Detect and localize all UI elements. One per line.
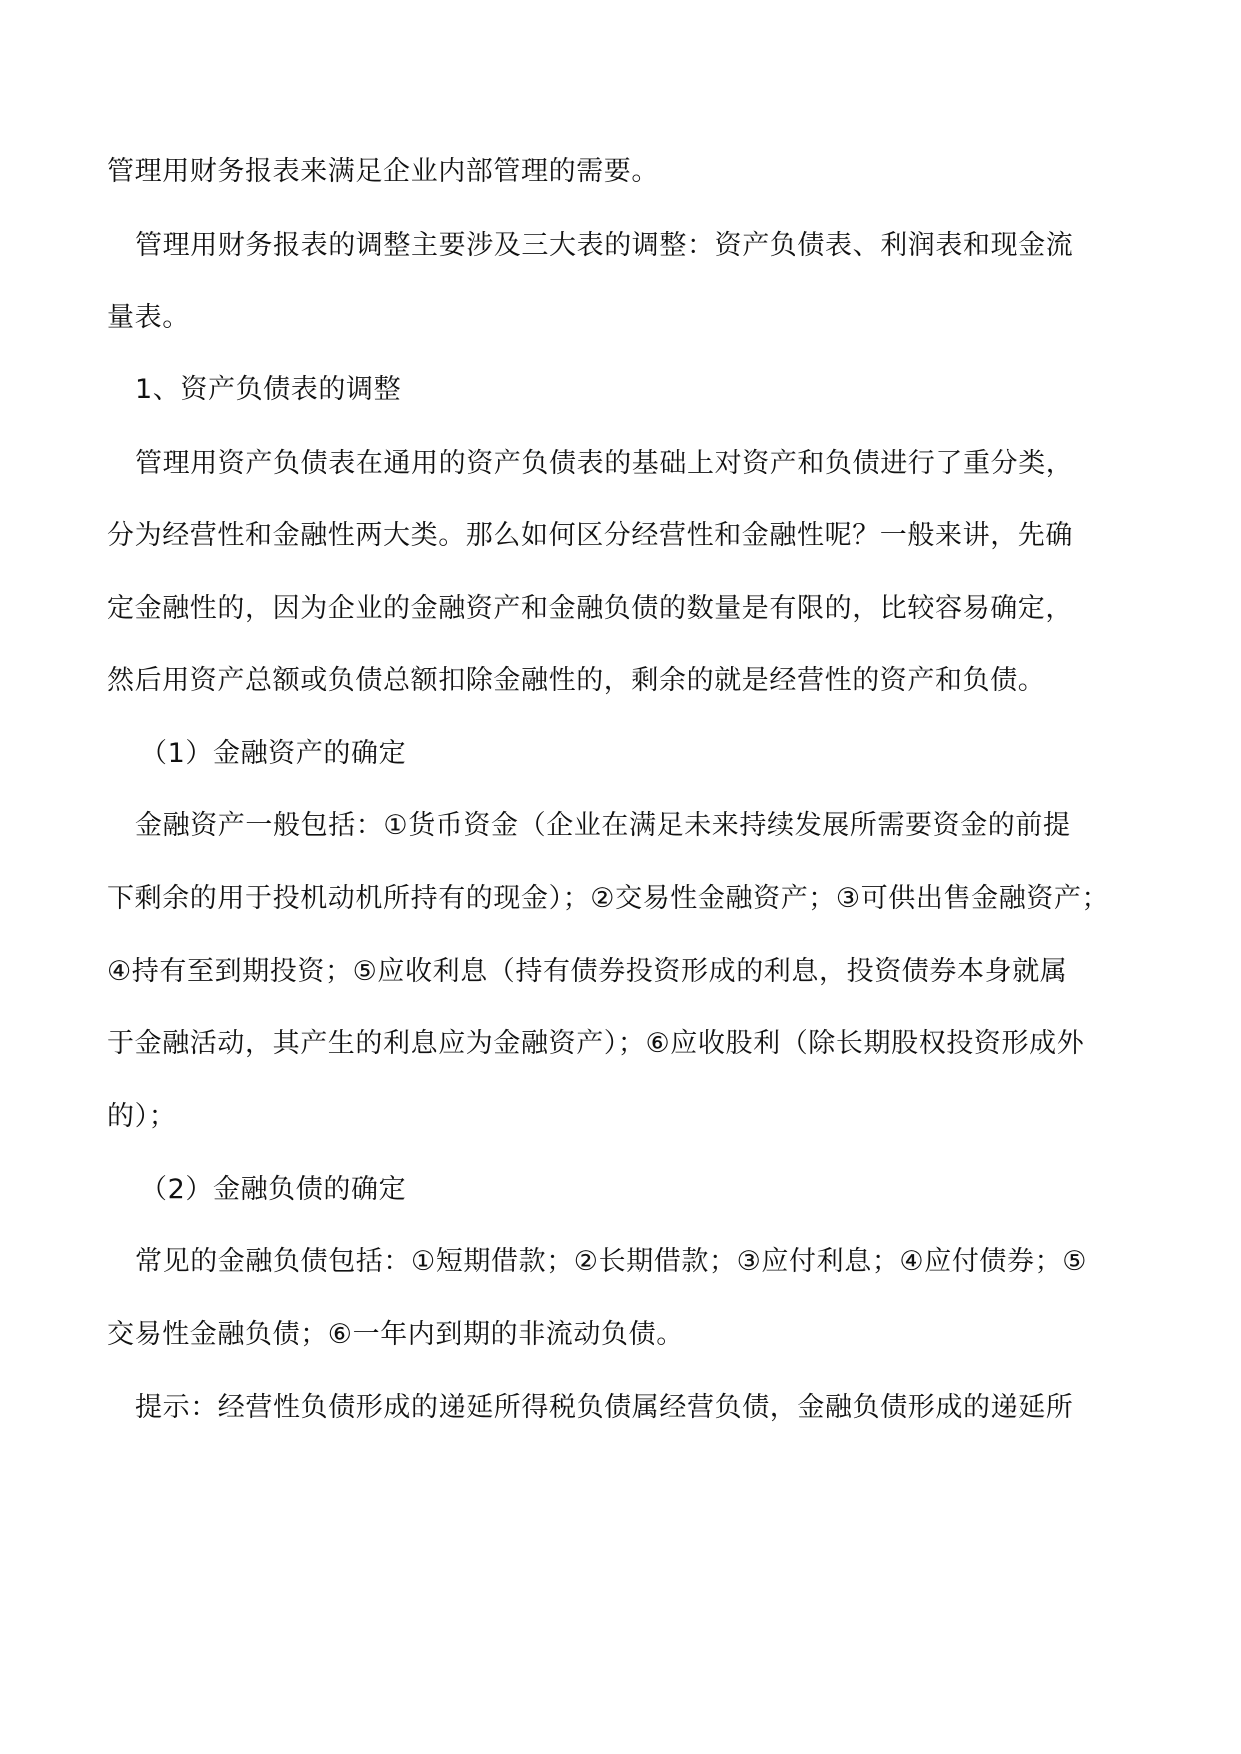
- paragraph-line: 常见的金融负债包括：①短期借款；②长期借款；③应付利息；④应付债券；⑤: [135, 1246, 1088, 1277]
- paragraph-line: 量表。: [107, 302, 190, 333]
- paragraph-line: 管理用财务报表来满足企业内部管理的需要。: [107, 156, 659, 187]
- paragraph-line: 交易性金融负债；⑥一年内到期的非流动负债。: [107, 1319, 684, 1350]
- paragraph-line: 分为经营性和金融性两大类。那么如何区分经营性和金融性呢？一般来讲，先确: [107, 520, 1073, 551]
- paragraph-line: 管理用资产负债表在通用的资产负债表的基础上对资产和负债进行了重分类，: [135, 448, 1074, 479]
- paragraph-line: 管理用财务报表的调整主要涉及三大表的调整：资产负债表、利润表和现金流: [135, 230, 1074, 261]
- paragraph-line: 金融资产一般包括：①货币资金（企业在满足未来持续发展所需要资金的前提: [135, 810, 1071, 841]
- paragraph-line: 于金融活动，其产生的利息应为金融资产）；⑥应收股利（除长期股权投资形成外: [107, 1028, 1085, 1059]
- paragraph-line: 下剩余的用于投机动机所持有的现金）；②交易性金融资产；③可供出售金融资产；: [107, 883, 1110, 914]
- paragraph-line: 定金融性的，因为企业的金融资产和金融负债的数量是有限的，比较容易确定，: [107, 593, 1073, 624]
- paragraph-line: ④持有至到期投资；⑤应收利息（持有债券投资形成的利息，投资债券本身就属: [107, 956, 1068, 987]
- section-heading: 1、资产负债表的调整: [135, 374, 402, 405]
- subsection-heading: （1）金融资产的确定: [140, 738, 407, 769]
- paragraph-line: 然后用资产总额或负债总额扣除金融性的，剩余的就是经营性的资产和负债。: [107, 665, 1046, 696]
- paragraph-line: 提示：经营性负债形成的递延所得税负债属经营负债，金融负债形成的递延所: [135, 1392, 1074, 1423]
- subsection-heading: （2）金融负债的确定: [140, 1174, 407, 1205]
- paragraph-line: 的）；: [107, 1101, 177, 1132]
